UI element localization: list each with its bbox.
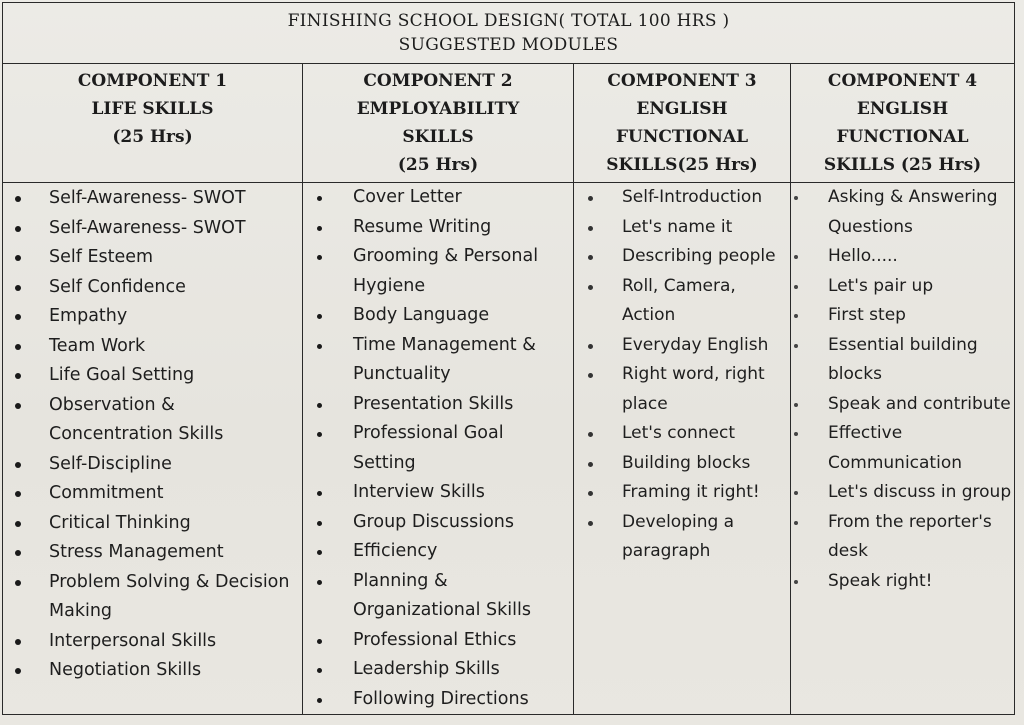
module-item xyxy=(3,184,302,214)
module-label: Effective Communication xyxy=(828,423,962,473)
module-label: Building blocks xyxy=(622,452,751,473)
bullet-icon xyxy=(317,550,322,555)
module-label: Critical Thinking xyxy=(49,512,191,533)
module-label: Problem Solving & Decision Making xyxy=(49,571,290,621)
module-item xyxy=(3,627,302,657)
component-4-hours: SKILLS (25 Hrs) xyxy=(823,155,982,175)
component-1-header xyxy=(3,64,303,183)
module-label: Body Language xyxy=(353,305,490,325)
component-1-hours: (25 Hrs) xyxy=(112,127,193,147)
module-label: Time Management & Punctuality xyxy=(353,334,536,384)
bullet-icon xyxy=(794,344,798,348)
module-label: Self Esteem xyxy=(49,247,154,267)
component-2-name-2: SKILLS xyxy=(402,127,474,147)
module-label: Let's discuss in group xyxy=(828,482,1012,502)
module-label: Resume Writing xyxy=(353,216,492,237)
bullet-icon xyxy=(317,432,322,437)
bullet-icon xyxy=(794,255,798,259)
module-label: Commitment xyxy=(49,483,164,503)
component-2-hours: (25 Hrs) xyxy=(397,155,479,175)
header-row xyxy=(3,64,1015,183)
bullet-icon xyxy=(317,255,322,260)
module-item xyxy=(303,213,573,243)
module-item xyxy=(791,390,1014,420)
bullet-icon xyxy=(794,491,798,495)
module-label: Professional Ethics xyxy=(353,629,517,650)
module-label: Essential building blocks xyxy=(828,334,978,384)
component-4-name-1: ENGLISH xyxy=(856,99,949,119)
bullet-icon xyxy=(588,226,593,231)
module-label: Negotiation Skills xyxy=(49,660,202,680)
module-label: Interview Skills xyxy=(353,482,485,502)
bullet-icon xyxy=(588,462,593,467)
module-label: Right word, right place xyxy=(622,364,765,414)
module-item xyxy=(574,360,790,419)
module-label: Developing a paragraph xyxy=(622,511,735,561)
bullet-icon xyxy=(588,255,593,260)
module-item xyxy=(303,419,573,478)
module-item xyxy=(303,183,573,213)
module-item xyxy=(574,449,790,479)
bullet-icon xyxy=(317,403,322,408)
title-line-1: FINISHING SCHOOL DESIGN( TOTAL 100 HRS ) xyxy=(287,11,730,31)
module-label: Professional Goal Setting xyxy=(353,423,504,473)
component-2-header xyxy=(303,64,574,183)
module-label: First step xyxy=(828,305,906,325)
bullet-icon xyxy=(588,344,593,349)
bullet-icon xyxy=(588,285,593,290)
title-row xyxy=(3,3,1015,64)
bullet-icon xyxy=(794,196,798,200)
component-4-modules xyxy=(791,183,1015,715)
component-2-list xyxy=(303,183,573,714)
module-item xyxy=(791,301,1014,331)
component-1-modules xyxy=(3,183,303,715)
module-label: Self-Discipline xyxy=(49,453,172,474)
module-item xyxy=(574,213,790,243)
module-item xyxy=(3,214,302,244)
component-3-name-1: ENGLISH xyxy=(636,99,728,119)
module-item xyxy=(574,272,790,331)
module-label: Following Directions xyxy=(353,688,529,709)
bullet-icon xyxy=(588,432,593,437)
module-item xyxy=(303,301,573,331)
bullet-icon xyxy=(15,462,21,468)
module-item xyxy=(574,242,790,272)
bullet-icon xyxy=(15,255,21,261)
module-label: Speak right! xyxy=(828,570,933,591)
module-item xyxy=(3,273,302,303)
module-item xyxy=(3,538,302,568)
bullet-icon xyxy=(15,491,21,497)
title-line-2: SUGGESTED MODULES xyxy=(398,35,619,55)
module-item xyxy=(303,626,573,656)
module-item xyxy=(574,508,790,567)
component-4-label: COMPONENT 4 xyxy=(827,71,978,91)
module-item xyxy=(574,478,790,508)
bullet-icon xyxy=(317,491,322,496)
module-label: Life Goal Setting xyxy=(49,365,195,385)
bullet-icon xyxy=(15,314,21,320)
component-1-name: LIFE SKILLS xyxy=(91,99,214,119)
bullet-icon xyxy=(15,580,21,586)
bullet-icon xyxy=(317,580,322,585)
module-item xyxy=(303,685,573,715)
component-4-header xyxy=(791,64,1015,183)
module-item xyxy=(791,242,1014,272)
bullet-icon xyxy=(588,373,593,378)
module-label: Interpersonal Skills xyxy=(49,630,217,651)
module-label: Let's connect xyxy=(622,423,735,443)
component-2-modules xyxy=(303,183,574,715)
module-label: Empathy xyxy=(49,306,128,326)
module-item xyxy=(791,272,1014,302)
module-item xyxy=(3,302,302,332)
bullet-icon xyxy=(588,521,593,526)
module-item xyxy=(3,450,302,480)
bullet-icon xyxy=(317,314,322,319)
module-label: Observation & Concentration Skills xyxy=(49,394,224,444)
module-label: Roll, Camera, Action xyxy=(622,275,736,325)
module-item xyxy=(303,655,573,685)
component-2-label: COMPONENT 2 xyxy=(363,71,513,91)
bullet-icon xyxy=(15,521,21,527)
module-item xyxy=(574,331,790,361)
component-2-name-1: EMPLOYABILITY xyxy=(356,99,520,119)
bullet-icon xyxy=(317,344,322,349)
bullet-icon xyxy=(15,196,21,202)
module-item xyxy=(791,478,1014,508)
module-item xyxy=(3,568,302,627)
module-item xyxy=(3,243,302,273)
module-label: Hello..... xyxy=(828,246,898,266)
module-label: Cover Letter xyxy=(353,187,462,207)
bullet-icon xyxy=(794,285,798,289)
module-label: Speak and contribute xyxy=(828,393,1011,414)
module-item xyxy=(303,537,573,567)
bullet-icon xyxy=(317,668,322,673)
bullet-icon xyxy=(15,344,21,350)
module-label: Describing people xyxy=(622,246,776,266)
module-item xyxy=(574,183,790,213)
component-1-label: COMPONENT 1 xyxy=(77,71,228,91)
modules-table xyxy=(2,2,1015,715)
module-label: Self-Introduction xyxy=(622,187,763,207)
component-4-name-2: FUNCTIONAL xyxy=(836,127,969,147)
component-3-header xyxy=(574,64,791,183)
module-item xyxy=(791,419,1014,478)
modules-row xyxy=(3,183,1015,715)
bullet-icon xyxy=(15,668,21,674)
bullet-icon xyxy=(317,226,322,231)
bullet-icon xyxy=(794,403,798,407)
module-label: Planning & Organizational Skills xyxy=(353,570,531,620)
module-label: Let's name it xyxy=(622,216,733,237)
bullet-icon xyxy=(794,521,798,525)
bullet-icon xyxy=(588,196,593,201)
component-1-list xyxy=(3,183,302,686)
table-title xyxy=(3,3,1015,64)
bullet-icon xyxy=(794,580,798,584)
module-label: From the reporter's desk xyxy=(828,511,992,561)
module-item xyxy=(3,656,302,686)
module-label: Self-Awareness- SWOT xyxy=(49,217,246,238)
component-3-modules xyxy=(574,183,791,715)
module-item xyxy=(3,361,302,391)
module-item xyxy=(791,331,1014,390)
component-3-hours: SKILLS(25 Hrs) xyxy=(606,155,758,175)
module-item xyxy=(574,419,790,449)
bullet-icon xyxy=(15,639,21,645)
bullet-icon xyxy=(15,550,21,556)
module-item xyxy=(303,390,573,420)
bullet-icon xyxy=(317,639,322,644)
module-label: Asking & Answering Questions xyxy=(828,187,998,237)
module-item xyxy=(3,391,302,450)
module-label: Let's pair up xyxy=(828,275,934,296)
module-item xyxy=(303,242,573,301)
bullet-icon xyxy=(794,314,798,318)
module-label: Everyday English xyxy=(622,334,769,355)
module-label: Self-Awareness- SWOT xyxy=(49,188,246,208)
module-item xyxy=(3,509,302,539)
bullet-icon xyxy=(15,403,21,409)
module-item xyxy=(791,508,1014,567)
module-item xyxy=(303,567,573,626)
bullet-icon xyxy=(15,373,21,379)
module-label: Efficiency xyxy=(353,541,438,561)
bullet-icon xyxy=(15,285,21,291)
module-label: Group Discussions xyxy=(353,511,515,532)
module-item xyxy=(303,508,573,538)
module-item xyxy=(303,478,573,508)
bullet-icon xyxy=(317,196,322,201)
component-3-list xyxy=(574,183,790,567)
module-label: Presentation Skills xyxy=(353,393,514,414)
module-label: Self Confidence xyxy=(49,276,186,297)
bullet-icon xyxy=(794,432,798,436)
module-label: Grooming & Personal Hygiene xyxy=(353,246,539,296)
module-item xyxy=(791,567,1014,597)
module-label: Leadership Skills xyxy=(353,659,500,679)
module-item xyxy=(303,331,573,390)
module-label: Framing it right! xyxy=(622,482,760,502)
bullet-icon xyxy=(588,491,593,496)
module-item xyxy=(3,332,302,362)
component-4-list xyxy=(791,183,1014,596)
module-item xyxy=(791,183,1014,242)
module-item xyxy=(3,479,302,509)
bullet-icon xyxy=(15,226,21,232)
component-3-name-2: FUNCTIONAL xyxy=(615,127,749,147)
module-label: Team Work xyxy=(49,335,146,356)
bullet-icon xyxy=(317,521,322,526)
bullet-icon xyxy=(317,698,322,703)
component-3-label: COMPONENT 3 xyxy=(607,71,757,91)
module-label: Stress Management xyxy=(49,542,224,562)
